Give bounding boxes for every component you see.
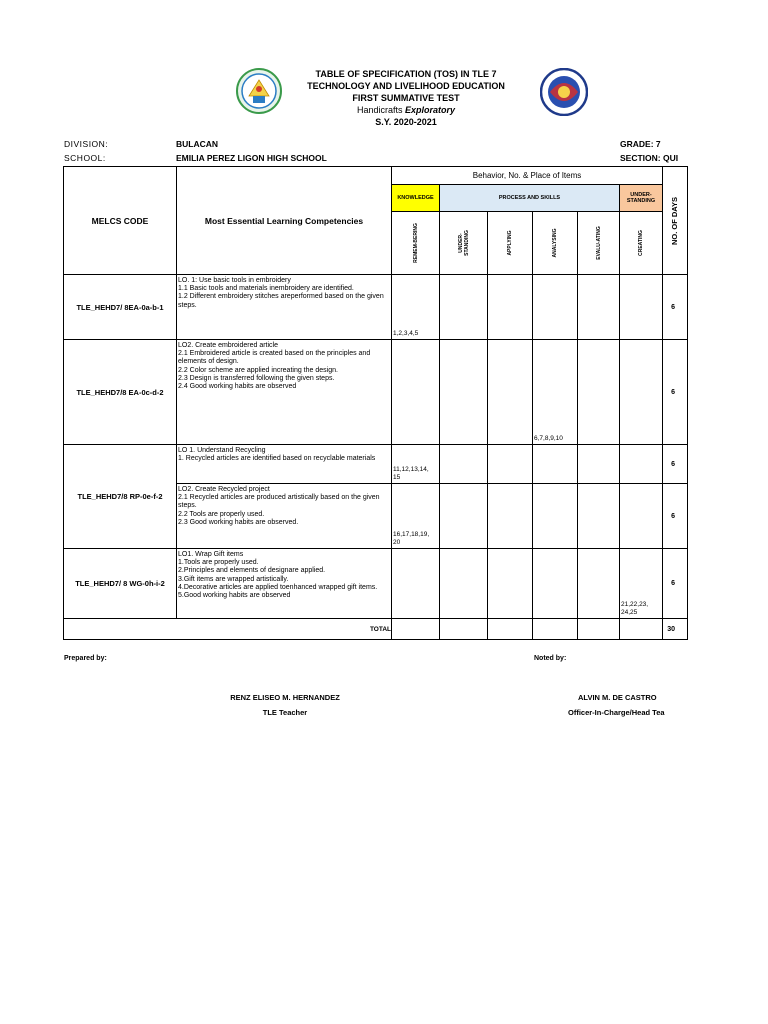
row-analysing <box>533 484 578 549</box>
row-evaluating <box>578 484 620 549</box>
row-remembering: 1,2,3,4,5 <box>392 275 440 340</box>
row-understanding <box>440 340 488 445</box>
category-understanding: UNDER-STANDING <box>620 185 663 212</box>
row-competency: LO2. Create embroidered article 2.1 Embroidered article is created based on the principles and elements of design. 2.2 Color scheme are applied increating the design. 2.3 Design is transferred following the given steps. 2.4 Good working habits are observed <box>177 340 392 445</box>
header-days-text: NO. OF DAYS <box>670 196 679 245</box>
row-remembering: 11,12,13,14, 15 <box>392 445 440 484</box>
header-competencies: Most Essential Learning Competencies <box>177 167 392 275</box>
school-value: EMILIA PEREZ LIGON HIGH SCHOOL <box>176 153 327 163</box>
noter-name: ALVIN M. DE CASTRO <box>578 693 657 702</box>
doc-area <box>230 104 582 116</box>
row-competency: LO1. Wrap Gift items 1.Tools are properly used. 2.Principles and elements of designare applied. 3.Gift items are wrapped artistically. 4.Decorative articles are applied toenhanced wrapped gift items. 5.Good working habits are observed <box>177 549 392 619</box>
row-analysing: 6,7,8,9,10 <box>533 340 578 445</box>
table-row <box>64 275 688 340</box>
row-creating <box>620 484 663 549</box>
sub-applying-text: APPLYING <box>507 230 513 256</box>
row-competency: LO. 1: Use basic tools in embroidery 1.1 Basic tools and materials inembroidery are identified. 1.2 Different embroidery stitches areperformed based on the given steps. <box>177 275 392 340</box>
row-days: 6 <box>663 549 688 619</box>
sub-creating <box>620 212 663 275</box>
row-competency: LO 1. Understand Recycling 1. Recycled articles are identified based on recyclable materials <box>177 445 392 484</box>
sub-analysing-text: ANALYSING <box>552 228 558 258</box>
division-label: DIVISION: <box>64 139 109 149</box>
total-creating <box>620 619 663 640</box>
doc-area-italic: Exploratory <box>405 105 456 115</box>
row-applying <box>488 484 533 549</box>
row-code: TLE_HEHD7/8 EA-0c-d-2 <box>64 340 177 445</box>
total-row <box>64 619 688 640</box>
sub-evaluating-text: EVALU-ATING <box>595 226 602 260</box>
row-understanding <box>440 484 488 549</box>
sub-remembering <box>392 212 440 275</box>
row-analysing <box>533 549 578 619</box>
row-creating <box>620 275 663 340</box>
table-row <box>64 445 688 484</box>
doc-school-year: S.Y. 2020-2021 <box>375 117 437 127</box>
total-label: TOTAL <box>64 619 392 640</box>
row-analysing <box>533 275 578 340</box>
row-understanding <box>440 275 488 340</box>
row-days: 6 <box>663 340 688 445</box>
preparer-name: RENZ ELISEO M. HERNANDEZ <box>230 693 340 702</box>
preparer-title: TLE Teacher <box>262 708 308 717</box>
row-remembering <box>392 340 440 445</box>
doc-subject: TECHNOLOGY AND LIVELIHOOD EDUCATION <box>307 81 505 91</box>
table-row <box>64 549 688 619</box>
category-process: PROCESS AND SKILLS <box>440 185 620 212</box>
total-evaluating <box>578 619 620 640</box>
row-remembering: 16,17,18,19, 20 <box>392 484 440 549</box>
sub-applying <box>488 212 533 275</box>
sub-creating-text: CREATING <box>638 230 644 256</box>
row-days: 6 <box>663 445 688 484</box>
row-evaluating <box>578 275 620 340</box>
row-code: TLE_HEHD7/ 8EA-0a-b-1 <box>64 275 177 340</box>
row-analysing <box>533 445 578 484</box>
row-days: 6 <box>663 484 688 549</box>
division-value: BULACAN <box>176 139 219 149</box>
row-creating <box>620 445 663 484</box>
row-evaluating <box>578 340 620 445</box>
row-understanding <box>440 549 488 619</box>
row-remembering <box>392 549 440 619</box>
row-code: TLE_HEHD7/ 8 WG-0h-i-2 <box>64 549 177 619</box>
total-remembering <box>392 619 440 640</box>
row-evaluating <box>578 549 620 619</box>
total-days: 30 <box>663 619 688 640</box>
noted-by-label: Noted by: <box>534 655 567 662</box>
header-melcs-code: MELCS CODE <box>64 167 177 275</box>
table-row <box>64 340 688 445</box>
prepared-by-label: Prepared by: <box>64 655 107 662</box>
row-applying <box>488 445 533 484</box>
section-value: SECTION: QUI <box>620 153 679 163</box>
total-applying <box>488 619 533 640</box>
school-label: SCHOOL: <box>64 153 106 163</box>
doc-title: TABLE OF SPECIFICATION (TOS) IN TLE 7 <box>315 69 497 79</box>
total-analysing <box>533 619 578 640</box>
grade-value: GRADE: 7 <box>620 139 661 149</box>
row-applying <box>488 549 533 619</box>
header-behavior: Behavior, No. & Place of Items <box>392 167 663 185</box>
noter-title: Officer-In-Charge/Head Tea <box>568 708 665 717</box>
category-knowledge: KNOWLEDGE <box>392 185 440 212</box>
header-days <box>663 167 688 275</box>
doc-area-main: Handicrafts <box>356 105 403 115</box>
row-creating <box>620 340 663 445</box>
row-evaluating <box>578 445 620 484</box>
sub-understanding <box>440 212 488 275</box>
sub-evaluating <box>578 212 620 275</box>
doc-test-name: FIRST SUMMATIVE TEST <box>352 93 460 103</box>
sub-understanding-text: UNDER- STANDING <box>457 230 470 256</box>
row-creating: 21,22,23, 24,25 <box>620 549 663 619</box>
row-competency: LO2. Create Recycled project 2.1 Recycled articles are produced artistically based on the given steps. 2.2 Tools are properly used. 2.3 Good working habits are observed. <box>177 484 392 549</box>
row-applying <box>488 275 533 340</box>
row-applying <box>488 340 533 445</box>
sub-analysing <box>533 212 578 275</box>
row-understanding <box>440 445 488 484</box>
document-header <box>230 68 582 128</box>
row-days: 6 <box>663 275 688 340</box>
tos-table <box>63 166 688 640</box>
row-code: TLE_HEHD7/8 RP-0e-f-2 <box>64 445 177 549</box>
total-understanding <box>440 619 488 640</box>
sub-remembering-text: REMEM-BERING <box>412 223 419 263</box>
